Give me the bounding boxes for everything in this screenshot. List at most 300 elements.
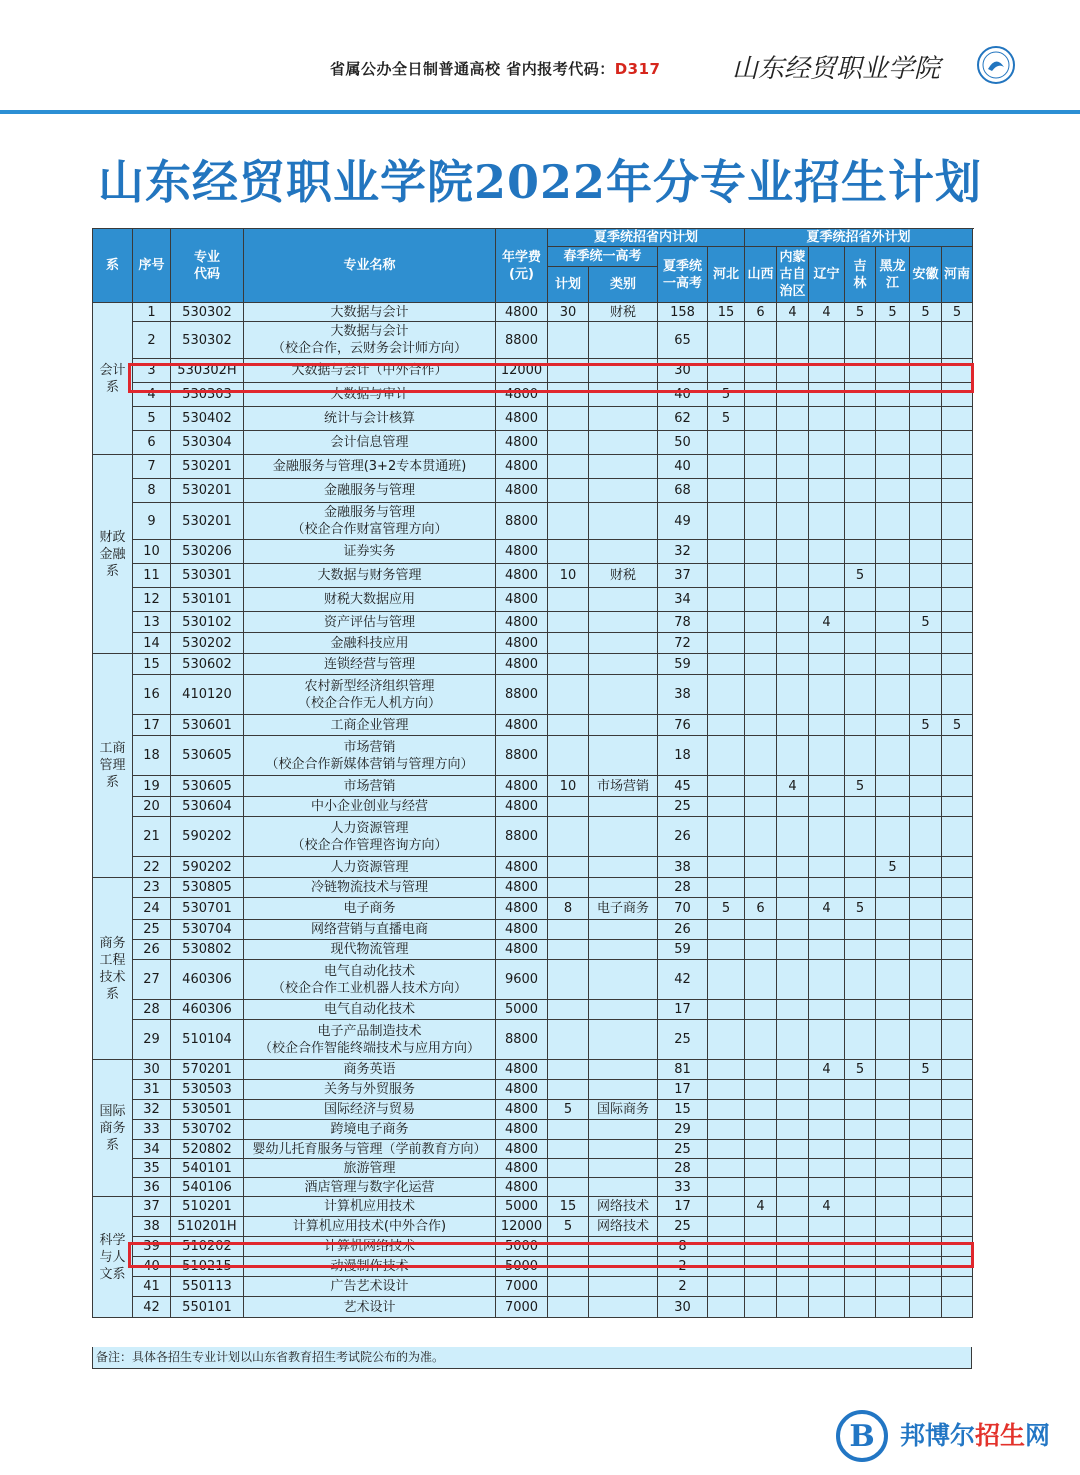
seq-cell: 33 bbox=[133, 1120, 171, 1140]
province-plan-cell bbox=[745, 675, 777, 715]
spring-category-cell: 电子商务 bbox=[589, 898, 658, 920]
province-plan-cell bbox=[845, 1159, 876, 1178]
name-cell: 计算机应用技术 bbox=[244, 1197, 496, 1217]
province-plan-cell bbox=[845, 1020, 876, 1060]
province-plan-cell bbox=[910, 940, 942, 960]
summer-plan-cell: 25 bbox=[658, 1020, 708, 1060]
province-plan-cell bbox=[942, 878, 973, 898]
province-plan-cell bbox=[845, 817, 876, 857]
province-plan-cell bbox=[809, 407, 845, 431]
summer-plan-cell: 76 bbox=[658, 715, 708, 736]
province-plan-cell bbox=[745, 878, 777, 898]
province-plan-cell bbox=[745, 857, 777, 878]
province-plan-cell bbox=[708, 588, 745, 612]
spring-plan-cell bbox=[548, 1060, 589, 1080]
spring-plan-cell bbox=[548, 1159, 589, 1178]
province-plan-cell bbox=[942, 1140, 973, 1159]
province-plan-cell bbox=[708, 1297, 745, 1318]
province-plan-cell bbox=[745, 407, 777, 431]
spring-plan-cell bbox=[548, 736, 589, 776]
province-plan-cell bbox=[745, 503, 777, 540]
province-plan-cell bbox=[845, 503, 876, 540]
province-plan-cell bbox=[942, 940, 973, 960]
code-cell: 530701 bbox=[171, 898, 244, 920]
province-plan-cell bbox=[845, 1080, 876, 1100]
table-row bbox=[93, 776, 973, 797]
spring-category-cell bbox=[589, 675, 658, 715]
province-plan-cell bbox=[942, 633, 973, 654]
name-cell: 婴幼儿托育服务与管理（学前教育方向） bbox=[244, 1140, 496, 1159]
header-category: 类别 bbox=[589, 267, 658, 303]
table-row bbox=[93, 1140, 973, 1159]
seq-cell: 40 bbox=[133, 1257, 171, 1277]
province-plan-cell bbox=[708, 455, 745, 479]
province-plan-cell bbox=[708, 1100, 745, 1120]
province-plan-cell bbox=[809, 715, 845, 736]
province-plan-cell bbox=[910, 431, 942, 455]
province-plan-cell bbox=[745, 920, 777, 940]
province-plan-cell bbox=[745, 1020, 777, 1060]
province-plan-cell bbox=[745, 715, 777, 736]
province-plan-cell bbox=[708, 797, 745, 817]
seq-cell: 14 bbox=[133, 633, 171, 654]
province-plan-cell bbox=[876, 1120, 910, 1140]
province-plan-cell bbox=[910, 797, 942, 817]
header-rule bbox=[0, 110, 1080, 114]
province-plan-cell bbox=[745, 1178, 777, 1197]
province-plan-cell: 5 bbox=[845, 564, 876, 588]
province-plan-cell bbox=[876, 1100, 910, 1120]
spring-plan-cell: 8 bbox=[548, 898, 589, 920]
code-cell: 530101 bbox=[171, 588, 244, 612]
table-row bbox=[93, 898, 973, 920]
header-plan: 计划 bbox=[548, 267, 589, 303]
province-plan-cell bbox=[777, 455, 809, 479]
table-row bbox=[93, 540, 973, 564]
seq-cell: 31 bbox=[133, 1080, 171, 1100]
summer-plan-cell: 28 bbox=[658, 878, 708, 898]
dept-cell: 工商 管理 系 bbox=[93, 654, 133, 878]
province-plan-cell bbox=[845, 1120, 876, 1140]
fee-cell: 4800 bbox=[496, 898, 548, 920]
spring-category-cell bbox=[589, 715, 658, 736]
province-plan-cell bbox=[942, 1120, 973, 1140]
code-cell: 530604 bbox=[171, 797, 244, 817]
province-plan-cell bbox=[809, 455, 845, 479]
summer-plan-cell: 40 bbox=[658, 455, 708, 479]
province-plan-cell bbox=[745, 776, 777, 797]
province-plan-cell bbox=[777, 960, 809, 1000]
name-cell: 工商企业管理 bbox=[244, 715, 496, 736]
spring-category-cell bbox=[589, 633, 658, 654]
table-row bbox=[93, 1178, 973, 1197]
table-row bbox=[93, 1060, 973, 1080]
province-plan-cell bbox=[910, 1178, 942, 1197]
name-cell: 财税大数据应用 bbox=[244, 588, 496, 612]
province-plan-cell: 5 bbox=[845, 898, 876, 920]
province-plan-cell bbox=[845, 1297, 876, 1318]
province-plan-cell bbox=[910, 407, 942, 431]
code-cell: 530304 bbox=[171, 431, 244, 455]
province-plan-cell bbox=[745, 736, 777, 776]
province-plan-cell bbox=[708, 1277, 745, 1297]
table-row bbox=[93, 878, 973, 898]
header-province-henan: 河南 bbox=[942, 247, 973, 303]
summer-plan-cell: 72 bbox=[658, 633, 708, 654]
province-plan-cell bbox=[809, 940, 845, 960]
province-plan-cell bbox=[708, 1159, 745, 1178]
spring-plan-cell bbox=[548, 612, 589, 633]
province-plan-cell bbox=[777, 407, 809, 431]
province-plan-cell bbox=[745, 1000, 777, 1020]
header-province-anhui: 安徽 bbox=[910, 247, 942, 303]
province-code: D317 bbox=[614, 60, 661, 78]
province-plan-cell bbox=[910, 960, 942, 1000]
spring-plan-cell bbox=[548, 1000, 589, 1020]
province-plan-cell bbox=[708, 1000, 745, 1020]
fee-cell: 4800 bbox=[496, 654, 548, 675]
province-plan-cell bbox=[876, 322, 910, 359]
code-cell: 530206 bbox=[171, 540, 244, 564]
province-plan-cell bbox=[708, 564, 745, 588]
seq-cell: 6 bbox=[133, 431, 171, 455]
province-plan-cell bbox=[777, 1217, 809, 1237]
seq-cell: 11 bbox=[133, 564, 171, 588]
province-plan-cell bbox=[876, 1178, 910, 1197]
province-plan-cell bbox=[910, 633, 942, 654]
spring-category-cell bbox=[589, 322, 658, 359]
province-plan-cell bbox=[777, 1000, 809, 1020]
name-cell: 商务英语 bbox=[244, 1060, 496, 1080]
province-plan-cell bbox=[910, 455, 942, 479]
province-plan-cell bbox=[745, 1217, 777, 1237]
fee-cell: 4800 bbox=[496, 776, 548, 797]
seq-cell: 15 bbox=[133, 654, 171, 675]
summer-plan-cell: 18 bbox=[658, 736, 708, 776]
name-cell: 连锁经营与管理 bbox=[244, 654, 496, 675]
fee-cell: 7000 bbox=[496, 1297, 548, 1318]
province-plan-cell bbox=[745, 1140, 777, 1159]
province-plan-cell bbox=[777, 1178, 809, 1197]
seq-cell: 12 bbox=[133, 588, 171, 612]
province-plan-cell bbox=[876, 1000, 910, 1020]
seq-cell: 21 bbox=[133, 817, 171, 857]
province-plan-cell bbox=[708, 1060, 745, 1080]
province-plan-cell bbox=[910, 1197, 942, 1217]
province-plan-cell bbox=[745, 564, 777, 588]
province-plan-cell bbox=[708, 322, 745, 359]
province-plan-cell bbox=[777, 920, 809, 940]
name-cell: 冷链物流技术与管理 bbox=[244, 878, 496, 898]
code-cell: 510202 bbox=[171, 1237, 244, 1257]
province-plan-cell bbox=[942, 736, 973, 776]
summer-plan-cell: 59 bbox=[658, 940, 708, 960]
province-plan-cell bbox=[845, 1197, 876, 1217]
province-plan-cell bbox=[876, 797, 910, 817]
seq-cell: 4 bbox=[133, 383, 171, 407]
province-plan-cell: 5 bbox=[845, 1060, 876, 1080]
province-plan-cell bbox=[876, 1197, 910, 1217]
summer-plan-cell: 17 bbox=[658, 1000, 708, 1020]
province-plan-cell: 4 bbox=[777, 776, 809, 797]
name-cell: 大数据与财务管理 bbox=[244, 564, 496, 588]
province-plan-cell bbox=[876, 455, 910, 479]
province-plan-cell bbox=[777, 588, 809, 612]
fee-cell: 5000 bbox=[496, 1197, 548, 1217]
name-cell: 关务与外贸服务 bbox=[244, 1080, 496, 1100]
province-plan-cell bbox=[910, 540, 942, 564]
province-plan-cell bbox=[876, 1080, 910, 1100]
seq-cell: 36 bbox=[133, 1178, 171, 1197]
code-cell: 510201 bbox=[171, 1197, 244, 1217]
table-row bbox=[93, 1159, 973, 1178]
spring-category-cell bbox=[589, 1080, 658, 1100]
code-cell: 550101 bbox=[171, 1297, 244, 1318]
fee-cell: 12000 bbox=[496, 1217, 548, 1237]
summer-plan-cell: 62 bbox=[658, 407, 708, 431]
spring-plan-cell: 10 bbox=[548, 564, 589, 588]
spring-plan-cell bbox=[548, 322, 589, 359]
spring-plan-cell bbox=[548, 1297, 589, 1318]
code-cell: 510215 bbox=[171, 1257, 244, 1277]
table-row bbox=[93, 675, 973, 715]
province-plan-cell bbox=[845, 540, 876, 564]
province-plan-cell bbox=[708, 1178, 745, 1197]
province-plan-cell bbox=[708, 633, 745, 654]
name-cell: 大数据与会计 bbox=[244, 303, 496, 322]
province-plan-cell bbox=[708, 736, 745, 776]
name-cell: 人力资源管理 （校企合作管理咨询方向） bbox=[244, 817, 496, 857]
fee-cell: 4800 bbox=[496, 878, 548, 898]
province-plan-cell bbox=[809, 1080, 845, 1100]
spring-category-cell bbox=[589, 654, 658, 675]
seq-cell: 42 bbox=[133, 1297, 171, 1318]
seq-cell: 37 bbox=[133, 1197, 171, 1217]
province-plan-cell: 5 bbox=[876, 303, 910, 322]
province-plan-cell bbox=[910, 878, 942, 898]
seq-cell: 19 bbox=[133, 776, 171, 797]
province-plan-cell bbox=[708, 675, 745, 715]
fee-cell: 9600 bbox=[496, 960, 548, 1000]
fee-cell: 4800 bbox=[496, 715, 548, 736]
spring-category-cell bbox=[589, 857, 658, 878]
spring-plan-cell bbox=[548, 797, 589, 817]
province-plan-cell bbox=[777, 1297, 809, 1318]
summer-plan-cell: 68 bbox=[658, 479, 708, 503]
spring-plan-cell bbox=[548, 675, 589, 715]
name-cell: 跨境电子商务 bbox=[244, 1120, 496, 1140]
spring-plan-cell bbox=[548, 407, 589, 431]
name-cell: 会计信息管理 bbox=[244, 431, 496, 455]
province-plan-cell bbox=[745, 479, 777, 503]
spring-category-cell bbox=[589, 612, 658, 633]
province-plan-cell bbox=[845, 920, 876, 940]
table-row bbox=[93, 797, 973, 817]
fee-cell: 8800 bbox=[496, 1020, 548, 1060]
summer-plan-cell: 25 bbox=[658, 1217, 708, 1237]
province-plan-cell bbox=[708, 1080, 745, 1100]
seq-cell: 24 bbox=[133, 898, 171, 920]
province-plan-cell bbox=[777, 1140, 809, 1159]
province-plan-cell bbox=[910, 1020, 942, 1060]
province-plan-cell bbox=[876, 612, 910, 633]
province-plan-cell bbox=[876, 431, 910, 455]
fee-cell: 4800 bbox=[496, 540, 548, 564]
table-row bbox=[93, 920, 973, 940]
province-plan-cell bbox=[910, 1000, 942, 1020]
seq-cell: 39 bbox=[133, 1237, 171, 1257]
province-plan-cell bbox=[745, 1100, 777, 1120]
province-plan-cell bbox=[845, 675, 876, 715]
code-cell: 540101 bbox=[171, 1159, 244, 1178]
province-plan-cell: 5 bbox=[910, 715, 942, 736]
province-plan-cell bbox=[876, 1217, 910, 1237]
spring-plan-cell bbox=[548, 588, 589, 612]
spring-category-cell bbox=[589, 960, 658, 1000]
province-plan-cell bbox=[942, 857, 973, 878]
spring-category-cell bbox=[589, 1060, 658, 1080]
province-plan-cell bbox=[910, 503, 942, 540]
province-plan-cell bbox=[942, 1197, 973, 1217]
province-plan-cell bbox=[910, 564, 942, 588]
code-cell: 530303 bbox=[171, 383, 244, 407]
highlight-box-row-38 bbox=[128, 1242, 974, 1268]
province-plan-cell bbox=[708, 878, 745, 898]
fee-cell: 4800 bbox=[496, 1159, 548, 1178]
province-plan-cell bbox=[745, 540, 777, 564]
province-plan-cell bbox=[777, 633, 809, 654]
summer-plan-cell: 2 bbox=[658, 1257, 708, 1277]
province-plan-cell bbox=[777, 736, 809, 776]
province-plan-cell bbox=[845, 1217, 876, 1237]
province-plan-cell bbox=[845, 878, 876, 898]
province-plan-cell bbox=[942, 654, 973, 675]
province-plan-cell bbox=[845, 1000, 876, 1020]
spring-category-cell bbox=[589, 479, 658, 503]
province-plan-cell bbox=[745, 431, 777, 455]
name-cell: 市场营销 （校企合作新媒体营销与管理方向） bbox=[244, 736, 496, 776]
province-plan-cell bbox=[942, 1100, 973, 1120]
province-plan-cell: 5 bbox=[708, 383, 745, 407]
province-plan-cell bbox=[910, 920, 942, 940]
fee-cell: 4800 bbox=[496, 612, 548, 633]
name-cell: 电子产品制造技术 （校企合作智能终端技术与应用方向） bbox=[244, 1020, 496, 1060]
summer-plan-cell: 37 bbox=[658, 564, 708, 588]
spring-plan-cell bbox=[548, 1140, 589, 1159]
seq-cell: 26 bbox=[133, 940, 171, 960]
province-plan-cell bbox=[809, 1100, 845, 1120]
spring-category-cell bbox=[589, 407, 658, 431]
province-plan-cell bbox=[708, 920, 745, 940]
code-cell: 530201 bbox=[171, 479, 244, 503]
province-plan-cell bbox=[777, 797, 809, 817]
header-in-province: 夏季统招省内计划 bbox=[548, 229, 745, 247]
province-plan-cell bbox=[777, 479, 809, 503]
name-cell: 酒店管理与数字化运营 bbox=[244, 1178, 496, 1197]
spring-plan-cell bbox=[548, 940, 589, 960]
province-plan-cell: 5 bbox=[876, 857, 910, 878]
summer-plan-cell: 40 bbox=[658, 383, 708, 407]
spring-category-cell: 网络技术 bbox=[589, 1197, 658, 1217]
province-plan-cell bbox=[745, 1297, 777, 1318]
province-plan-cell bbox=[876, 898, 910, 920]
fee-cell: 12000 bbox=[496, 359, 548, 383]
summer-plan-cell: 70 bbox=[658, 898, 708, 920]
province-plan-cell bbox=[845, 715, 876, 736]
province-plan-cell bbox=[910, 1120, 942, 1140]
province-plan-cell bbox=[910, 654, 942, 675]
province-plan-cell: 5 bbox=[845, 303, 876, 322]
spring-category-cell bbox=[589, 431, 658, 455]
province-plan-cell bbox=[910, 817, 942, 857]
table-row bbox=[93, 1100, 973, 1120]
province-plan-cell bbox=[745, 1120, 777, 1140]
province-plan-cell bbox=[745, 960, 777, 1000]
fee-cell: 4800 bbox=[496, 797, 548, 817]
province-plan-cell bbox=[942, 675, 973, 715]
spring-category-cell: 网络技术 bbox=[589, 1217, 658, 1237]
spring-plan-cell: 30 bbox=[548, 303, 589, 322]
code-cell: 570201 bbox=[171, 1060, 244, 1080]
province-plan-cell bbox=[777, 1120, 809, 1140]
code-cell: 590202 bbox=[171, 817, 244, 857]
summer-plan-cell: 49 bbox=[658, 503, 708, 540]
table-row bbox=[93, 1277, 973, 1297]
table-row bbox=[93, 503, 973, 540]
spring-plan-cell bbox=[548, 960, 589, 1000]
province-plan-cell bbox=[745, 817, 777, 857]
code-cell: 530503 bbox=[171, 1080, 244, 1100]
province-plan-cell bbox=[708, 479, 745, 503]
dept-cell: 财政 金融 系 bbox=[93, 455, 133, 654]
spring-plan-cell bbox=[548, 878, 589, 898]
code-cell: 510201H bbox=[171, 1217, 244, 1237]
table-row bbox=[93, 1120, 973, 1140]
province-plan-cell bbox=[910, 1297, 942, 1318]
province-plan-cell bbox=[745, 1080, 777, 1100]
summer-plan-cell: 45 bbox=[658, 776, 708, 797]
province-plan-cell bbox=[942, 322, 973, 359]
table-row bbox=[93, 1020, 973, 1060]
seq-cell: 3 bbox=[133, 359, 171, 383]
fee-cell: 4800 bbox=[496, 1178, 548, 1197]
seq-cell: 1 bbox=[133, 303, 171, 322]
province-plan-cell bbox=[942, 1178, 973, 1197]
summer-plan-cell: 33 bbox=[658, 1178, 708, 1197]
province-plan-cell bbox=[942, 797, 973, 817]
dept-cell: 商务 工程 技术 系 bbox=[93, 878, 133, 1060]
code-cell: 530601 bbox=[171, 715, 244, 736]
summer-plan-cell: 30 bbox=[658, 359, 708, 383]
summer-plan-cell: 34 bbox=[658, 588, 708, 612]
province-plan-cell bbox=[708, 431, 745, 455]
province-plan-cell bbox=[845, 940, 876, 960]
fee-cell: 8800 bbox=[496, 322, 548, 359]
province-plan-cell bbox=[876, 817, 910, 857]
province-plan-cell bbox=[777, 431, 809, 455]
province-plan-cell bbox=[777, 612, 809, 633]
province-plan-cell bbox=[845, 431, 876, 455]
school-logo-icon bbox=[976, 45, 1016, 85]
summer-plan-cell: 38 bbox=[658, 675, 708, 715]
province-plan-cell bbox=[876, 736, 910, 776]
province-plan-cell bbox=[845, 1140, 876, 1159]
province-plan-cell bbox=[809, 1277, 845, 1297]
school-brand: 山东经贸职业学院 bbox=[732, 54, 941, 84]
province-plan-cell bbox=[942, 776, 973, 797]
province-plan-cell bbox=[845, 1277, 876, 1297]
seq-cell: 27 bbox=[133, 960, 171, 1000]
